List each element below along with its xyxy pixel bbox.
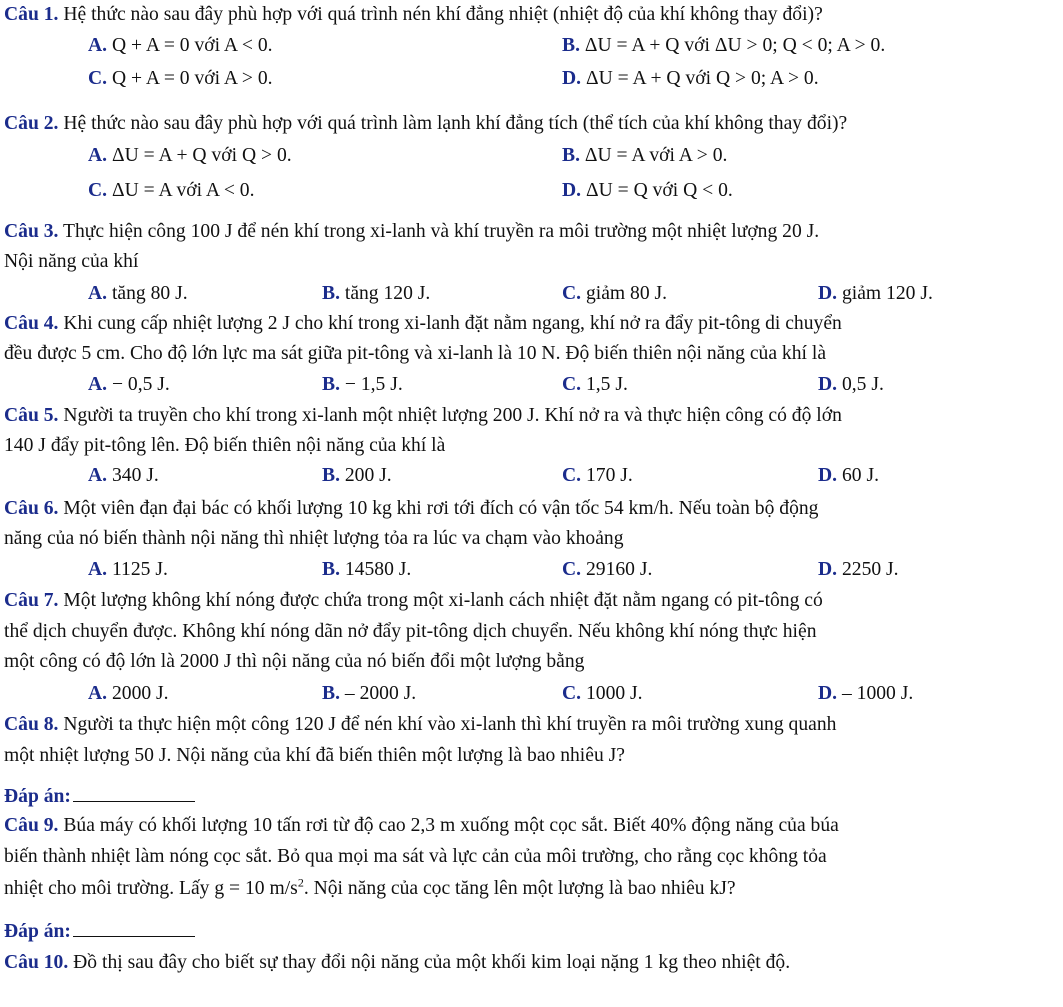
question-8 [4, 712, 1063, 738]
option-b[interactable]: B. 200 J. [322, 465, 392, 486]
option-d[interactable]: D. ΔU = A + Q với Q > 0; A > 0. [562, 68, 819, 89]
question-6 [4, 496, 1063, 522]
question-label: Câu 5. [4, 405, 59, 426]
option-a[interactable]: A. − 0,5 J. [88, 374, 170, 395]
option-c[interactable]: C. giảm 80 J. [562, 283, 668, 304]
option-c[interactable]: C. Q + A = 0 với A > 0. [88, 68, 273, 89]
answer-row [4, 918, 1063, 945]
question-7 [4, 588, 1063, 614]
option-a[interactable]: A. ΔU = A + Q với Q > 0. [88, 145, 292, 166]
answer-label: Đáp án: [4, 786, 71, 807]
option-a[interactable]: A. 1125 J. [88, 559, 168, 580]
option-a[interactable]: A. 2000 J. [88, 683, 169, 704]
question-label: Câu 8. [4, 714, 59, 735]
question-text: Đồ thị sau đây cho biết sự thay đổi nội năng của một khối kim loại nặng 1 kg theo nhiệt độ. [68, 952, 791, 973]
question-text-cont: nhiệt cho môi trường. Lấy g = 10 $m/s^2$. Nội năng của cọc tăng lên một lượng là bao nhiêu kJ? [4, 875, 736, 899]
option-d[interactable]: D. – 1000 J. [818, 683, 914, 704]
option-a[interactable]: A. Q + A = 0 với A < 0. [88, 35, 273, 56]
answer-label: Đáp án: [4, 921, 71, 942]
gravity-formula: g = 10 m/s [214, 878, 298, 899]
option-b[interactable]: B. ΔU = A với A > 0. [562, 145, 728, 166]
question-4 [4, 311, 1063, 337]
exponent: 2 [297, 875, 304, 890]
question-text: Một lượng không khí nóng được chứa trong một xi-lanh cách nhiệt đặt nằm ngang có pit-tông có [58, 590, 823, 611]
question-label: Câu 4. [4, 313, 59, 334]
question-text: Thực hiện công 100 J để nén khí trong xi-lanh và khí truyền ra môi trường một nhiệt lượng 20 J. [58, 221, 820, 242]
question-label: Câu 3. [4, 221, 59, 242]
question-text: Một viên đạn đại bác có khối lượng 10 kg khi rơi tới đích có vận tốc 54 km/h. Nếu toàn bộ động [58, 498, 819, 519]
question-text-cont: một công có độ lớn là 2000 J thì nội năng của nó biến đổi một lượng bằng [4, 651, 585, 672]
question-text-cont: 140 J đẩy pit-tông lên. Độ biến thiên nội năng của khí là [4, 435, 446, 456]
question-text: Hệ thức nào sau đây phù hợp với quá trình làm lạnh khí đẳng tích (thể tích của khí không thay đổi)? [58, 113, 848, 134]
question-text-cont: thể dịch chuyển được. Không khí nóng dãn nở đẩy pit-tông dịch chuyển. Nếu không khí nóng thực hiện [4, 621, 817, 642]
option-b[interactable]: B. – 2000 J. [322, 683, 417, 704]
option-b[interactable]: B. tăng 120 J. [322, 283, 431, 304]
question-9 [4, 813, 1063, 839]
option-d[interactable]: D. 2250 J. [818, 559, 899, 580]
answer-blank[interactable] [73, 918, 195, 937]
option-a[interactable]: A. 340 J. [88, 465, 159, 486]
question-text-cont: một nhiệt lượng 50 J. Nội năng của khí đã biến thiên một lượng là bao nhiêu J? [4, 745, 625, 766]
option-d[interactable]: D. giảm 120 J. [818, 283, 933, 304]
question-label: Câu 9. [4, 815, 59, 836]
question-label: Câu 6. [4, 498, 59, 519]
question-text: Khi cung cấp nhiệt lượng 2 J cho khí trong xi-lanh đặt nằm ngang, khí nở ra đẩy pit-tông di chuyển [58, 313, 842, 334]
question-text-cont: Nội năng của khí [4, 251, 139, 272]
question-5 [4, 403, 1063, 429]
question-label: Câu 2. [4, 113, 59, 134]
question-label: Câu 1. [4, 4, 59, 25]
question-text-cont: năng của nó biến thành nội năng thì nhiệt lượng tỏa ra lúc va chạm vào khoảng [4, 528, 624, 549]
option-d[interactable]: D. 0,5 J. [818, 374, 884, 395]
answer-row [4, 783, 1063, 810]
question-text: Người ta truyền cho khí trong xi-lanh một nhiệt lượng 200 J. Khí nở ra và thực hiện công có độ lớn [58, 405, 842, 426]
question-text: Hệ thức nào sau đây phù hợp với quá trình nén khí đẳng nhiệt (nhiệt độ của khí không thay đổi)? [58, 4, 823, 25]
question-3 [4, 219, 1063, 245]
question-2 [4, 111, 1063, 137]
option-d[interactable]: D. ΔU = Q với Q < 0. [562, 180, 733, 201]
option-b[interactable]: B. 14580 J. [322, 559, 412, 580]
option-b[interactable]: B. ΔU = A + Q với ΔU > 0; Q < 0; A > 0. [562, 35, 886, 56]
question-10 [4, 950, 1063, 976]
question-label: Câu 10. [4, 952, 69, 973]
option-c[interactable]: C. 29160 J. [562, 559, 653, 580]
option-c[interactable]: C. 1000 J. [562, 683, 643, 704]
question-label: Câu 7. [4, 590, 59, 611]
question-1 [4, 2, 1063, 28]
question-text-cont: đều được 5 cm. Cho độ lớn lực ma sát giữa pit-tông và xi-lanh là 10 N. Độ biến thiên nội năng của khí là [4, 343, 827, 364]
question-text-cont: biến thành nhiệt làm nóng cọc sắt. Bỏ qua mọi ma sát và lực cản của môi trường, cho rằng cọc không tỏa [4, 846, 827, 867]
option-c[interactable]: C. 170 J. [562, 465, 633, 486]
answer-blank[interactable] [73, 783, 195, 802]
option-c[interactable]: C. ΔU = A với A < 0. [88, 180, 255, 201]
option-a[interactable]: A. tăng 80 J. [88, 283, 188, 304]
option-c[interactable]: C. 1,5 J. [562, 374, 628, 395]
question-text: Búa máy có khối lượng 10 tấn rơi từ độ cao 2,3 m xuống một cọc sắt. Biết 40% động năng của búa [58, 815, 839, 836]
question-text: Người ta thực hiện một công 120 J để nén khí vào xi-lanh thì khí truyền ra môi trường xung quanh [58, 714, 837, 735]
option-d[interactable]: D. 60 J. [818, 465, 879, 486]
option-b[interactable]: B. − 1,5 J. [322, 374, 403, 395]
